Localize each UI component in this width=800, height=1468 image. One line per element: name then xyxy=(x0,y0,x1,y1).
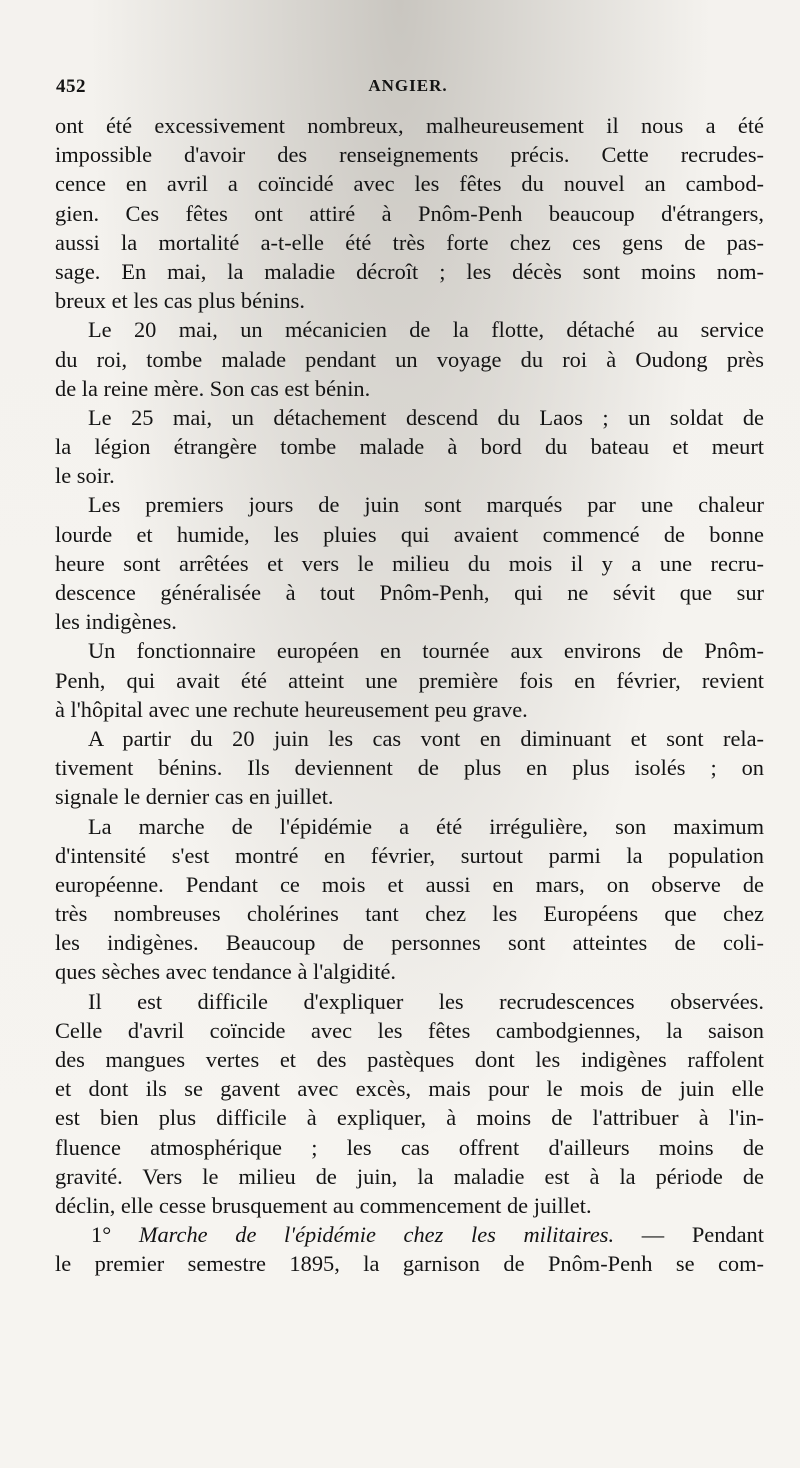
text-line: Le 25 mai, un détachement descend du Laos ; un soldat de xyxy=(88,404,764,430)
body-text xyxy=(55,111,764,1279)
text-line: gravité. Vers le milieu de juin, la maladie est à la période de xyxy=(55,1163,764,1189)
page-header xyxy=(56,76,760,102)
text-line: tivement bénins. Ils deviennent de plus en plus isolés ; on xyxy=(55,755,764,781)
text-line: gien. Ces fêtes ont attiré à Pnôm-Penh beaucoup d'étrangers, xyxy=(55,200,764,226)
text-line: breux et les cas plus bénins. xyxy=(55,288,305,314)
text-line: Il est difficile d'expliquer les recrudescences observées. xyxy=(88,988,764,1014)
text-line: cence en avril a coïncidé avec les fêtes du nouvel an cambod- xyxy=(55,171,764,197)
text-line: ont été excessivement nombreux, malheureusement il nous a été xyxy=(55,113,764,138)
text-line: Le 20 mai, un mécanicien de la flotte, détaché au service xyxy=(88,317,764,343)
text-line: de la reine mère. Son cas est bénin. xyxy=(55,375,371,401)
text-line: déclin, elle cesse brusquement au commencement de juillet. xyxy=(55,1192,592,1218)
section-title: Marche de l'épidémie chez les militaires. xyxy=(138,1222,615,1248)
text-line: Penh, qui avait été atteint une première fois en février, revient xyxy=(55,667,764,693)
text-line: impossible d'avoir des renseignements précis. Cette recrudes- xyxy=(55,142,764,168)
text-line: signale le dernier cas en juillet. xyxy=(55,784,334,810)
section-dash: — xyxy=(641,1222,665,1248)
text-line: sage. En mai, la maladie décroît ; les décès sont moins nom- xyxy=(55,258,764,284)
text-line: la légion étrangère tombe malade à bord du bateau et meurt xyxy=(55,434,764,460)
text-line: les indigènes. Beaucoup de personnes sont atteintes de coli- xyxy=(55,930,764,956)
section-lead: Pendant xyxy=(691,1222,764,1248)
text-line: ques sèches avec tendance à l'algidité. xyxy=(55,959,396,985)
text-line: le soir. xyxy=(55,463,115,489)
text-line: La marche de l'épidémie a été irrégulière, son maximum xyxy=(88,813,764,839)
text-line: est bien plus difficile à expliquer, à moins de l'attribuer à l'in- xyxy=(55,1105,764,1131)
text-line: Un fonctionnaire européen en tournée aux environs de Pnôm- xyxy=(88,638,764,664)
running-head: ANGIER. xyxy=(368,76,448,95)
text-line: très nombreuses cholérines tant chez les Européens que chez xyxy=(55,901,764,927)
text-line: et dont ils se gavent avec excès, mais pour le mois de juin elle xyxy=(55,1076,764,1102)
text-line: à l'hôpital avec une rechute heureusement peu grave. xyxy=(55,696,528,722)
page-number: 452 xyxy=(56,76,86,97)
text-line: européenne. Pendant ce mois et aussi en mars, on observe de xyxy=(55,871,764,897)
text-line: des mangues vertes et des pastèques dont les indigènes raffolent xyxy=(55,1047,764,1072)
text-line: heure sont arrêtées et vers le milieu du mois il y a une recru- xyxy=(55,550,764,576)
text-line: du roi, tombe malade pendant un voyage du roi à Oudong près xyxy=(55,346,764,372)
text-line: A partir du 20 juin les cas vont en diminuant et sont rela- xyxy=(88,725,764,751)
text-line: Les premiers jours de juin sont marqués par une chaleur xyxy=(88,492,764,518)
section-heading-line xyxy=(55,1220,764,1249)
text-line: aussi la mortalité a-t-elle été très forte chez ces gens de pas- xyxy=(55,229,764,255)
text-line: descence généralisée à tout Pnôm-Penh, qui ne sévit que sur xyxy=(55,580,764,605)
text-line: les indigènes. xyxy=(55,609,177,635)
text-line: le premier semestre 1895, la garnison de Pnôm-Penh se com- xyxy=(55,1251,764,1277)
text-line: d'intensité s'est montré en février, surtout parmi la population xyxy=(55,842,764,868)
text-line: lourde et humide, les pluies qui avaient commencé de bonne xyxy=(55,521,764,547)
text-line: fluence atmosphérique ; les cas offrent d'ailleurs moins de xyxy=(55,1134,764,1160)
section-number: 1° xyxy=(91,1222,112,1248)
text-line: Celle d'avril coïncide avec les fêtes cambodgiennes, la saison xyxy=(55,1017,764,1043)
